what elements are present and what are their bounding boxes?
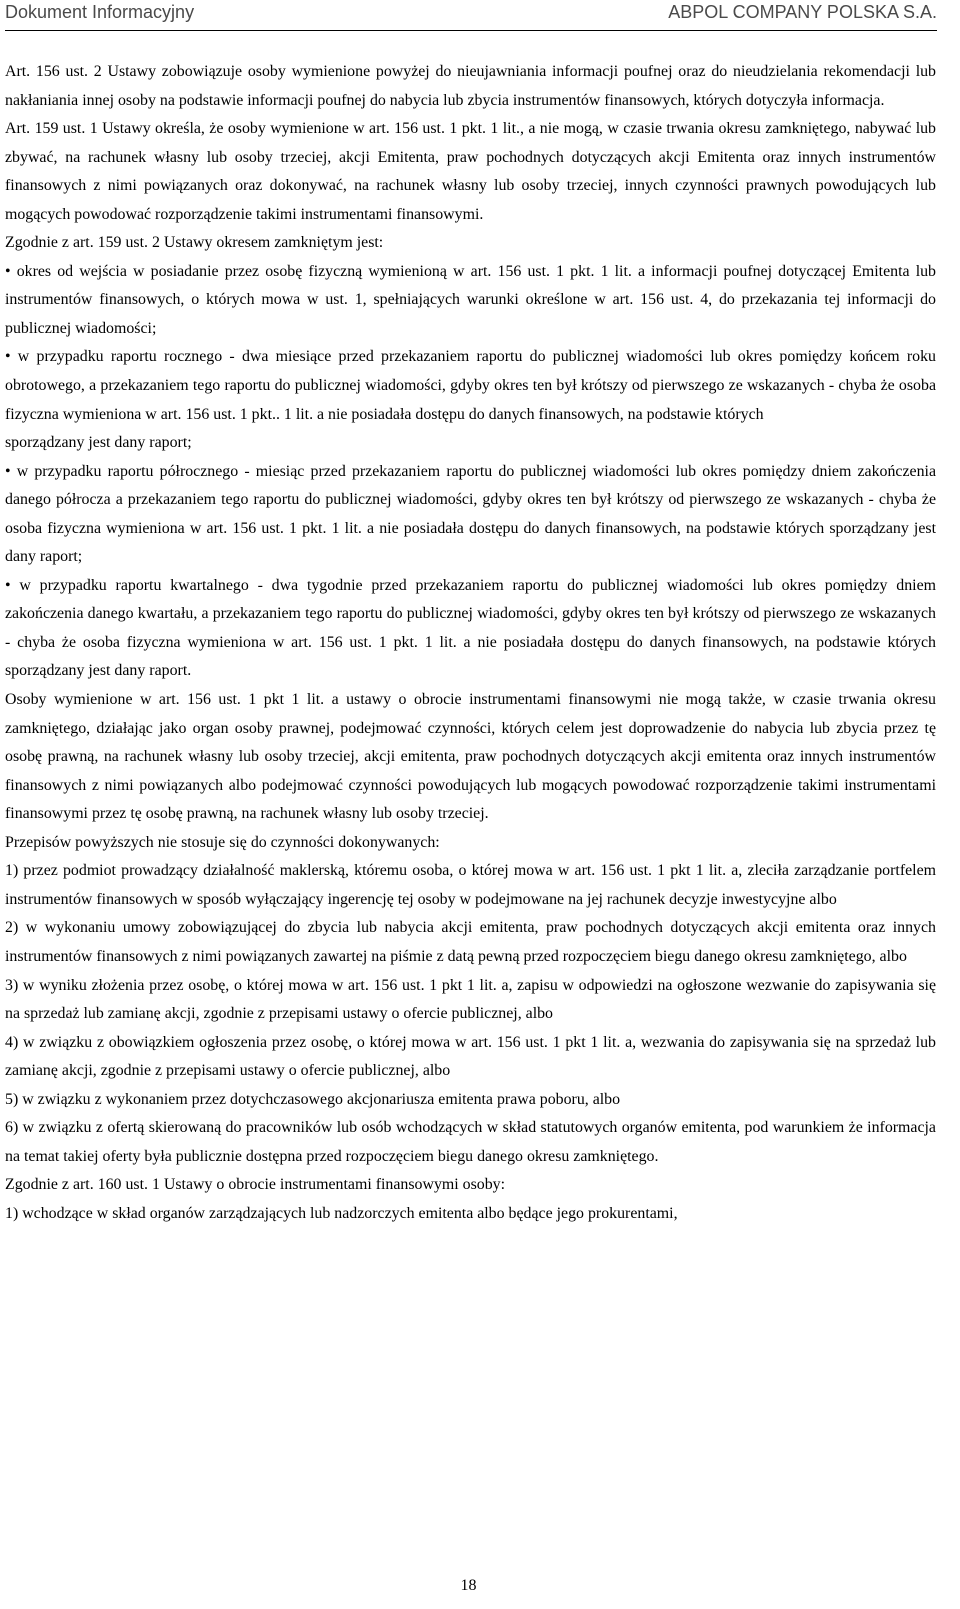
bullet-annual-report-continued: sporządzany jest dany raport; (5, 434, 192, 452)
bullet-quarterly-report: • w przypadku raportu kwartalnego - dwa tygodnie przed przekazaniem raportu do publicznej wiadomości lub okres pomiędzy dniem zakończenia danego kwartału, a przekazaniem tego raportu do publicznej wiadomości, gdyby okres ten był krótszy od pierwszego ze wskazanych - chyba że osoba fizyczna wymieniona w art. 156 ust. 1 pkt. 1 lit. a nie posiadała dostępu do danych finansowych, na podstawie których sporządzany jest dany raport. (5, 576, 936, 680)
bullet-annual-report: • w przypadku raportu rocznego - dwa miesiące przed przekazaniem raportu do publicznej wiadomości lub okres pomiędzy końcem roku obrotowego, a przekazaniem tego raportu do publicznej wiadomości, gdyby okres ten był krótszy od pierwszego ze wskazanych - chyba że osoba fizyczna wymieniona w art. 156 ust. 1 pkt.. 1 lit. a nie posiadała dostępu do danych finansowych, na podstawie których (5, 348, 936, 423)
page-number: 18 (460, 1577, 477, 1594)
art160-item-1: 1) wchodzące w skład organów zarządzających lub nadzorczych emitenta albo będące jego prokurentami, (5, 1204, 678, 1222)
header-company-name: ABPOL COMPANY POLSKA S.A. (668, 2, 937, 22)
document-body (5, 58, 936, 1228)
exemption-item-6: 6) w związku z ofertą skierowaną do pracowników lub osób wchodzących w skład statutowych organów emitenta, pod warunkiem że informacja na temat takiej oferty była publicznie dostępna przed rozpoczęciem biegu danego okresu zamkniętego. (5, 1119, 936, 1165)
paragraph-closed-period-intro: Zgodnie z art. 159 ust. 2 Ustawy okresem zamkniętym jest: (5, 234, 384, 252)
page-header (5, 0, 937, 31)
bullet-semiannual-report: • w przypadku raportu półrocznego - miesiąc przed przekazaniem raportu do publicznej wiadomości lub okres pomiędzy dniem zakończenia danego półrocza a przekazaniem tego raportu do publicznej wiadomości, gdyby okres ten był krótszy od pierwszego ze wskazanych - chyba że osoba fizyczna wymieniona w art. 156 ust. 1 pkt. 1 lit. a nie posiadała dostępu do danych finansowych, na podstawie których sporządzany jest dany raport; (5, 462, 936, 566)
exemption-item-4: 4) w związku z obowiązkiem ogłoszenia przez osobę, o której mowa w art. 156 ust. 1 pkt 1 lit. a, wezwania do zapisywania się na sprzedaż lub zamianę akcji, zgodnie z przepisami ustawy o ofercie publicznej, albo (5, 1033, 936, 1080)
exemption-item-1: 1) przez podmiot prowadzący działalność maklerską, któremu osoba, o której mowa w art. 156 ust. 1 pkt 1 lit. a, zleciła zarządzanie portfelem instrumentów finansowych w sposób wyłączający ingerencję tej osoby w podejmowane na jej rachunek decyzje inwestycyjne albo (5, 862, 936, 908)
exemption-item-3: 3) w wyniku złożenia przez osobę, o której mowa w art. 156 ust. 1 pkt 1 lit. a, zapisu w odpowiedzi na ogłoszone wezwanie do zapisywania się na sprzedaż lub zamianę akcji, zgodnie z przepisami ustawy o ofercie publicznej, albo (5, 976, 936, 1023)
paragraph-legal-entity-restriction: Osoby wymienione w art. 156 ust. 1 pkt 1 lit. a ustawy o obrocie instrumentami finansowymi nie mogą także, w czasie trwania okresu zamkniętego, działając jako organ osoby prawnej, podejmować czynności, których celem jest doprowadzenie do nabycia lub zbycia przez tę osobę prawną, na rachunek własny lub osoby trzeciej, akcji emitenta, praw pochodnych dotyczących akcji emitenta oraz innych instrumentów finansowych z nimi powiązanych albo podejmować czynności powodujących lub mogących powodować rozporządzenie takimi instrumentami finansowymi przez tę osobę prawną, na rachunek własny lub osoby trzeciej. (5, 691, 936, 823)
paragraph-art156-ust2: Art. 156 ust. 2 Ustawy zobowiązuje osoby wymienione powyżej do nieujawniania informacji poufnej oraz do nieudzielania rekomendacji lub nakłaniania innej osoby na podstawie informacji poufnej do nabycia lub zbycia instrumentów finansowych, których dotyczyła informacja. (5, 63, 936, 109)
header-document-title: Dokument Informacyjny (5, 2, 195, 22)
paragraph-exemptions-intro: Przepisów powyższych nie stosuje się do czynności dokonywanych: (5, 833, 440, 851)
paragraph-art160-intro: Zgodnie z art. 160 ust. 1 Ustawy o obrocie instrumentami finansowymi osoby: (5, 1176, 506, 1194)
exemption-item-5: 5) w związku z wykonaniem przez dotychczasowego akcjonariusza emitenta prawa poboru, albo (5, 1090, 621, 1108)
bullet-inside-information: • okres od wejścia w posiadanie przez osobę fizyczną wymienioną w art. 156 ust. 1 pkt. 1 lit. a informacji poufnej dotyczącej Emitenta lub instrumentów finansowych, o których mowa w ust. 1, spełniających warunki określone w art. 156 ust. 4, do przekazania tej informacji do publicznej wiadomości; (5, 262, 936, 337)
exemption-item-2: 2) w wykonaniu umowy zobowiązującej do zbycia lub nabycia akcji emitenta, praw pochodnych dotyczących akcji emitenta oraz innych instrumentów finansowych z nimi powiązanych zawartej na piśmie z datą pewną przed rozpoczęciem biegu danego okresu zamkniętego, albo (5, 919, 936, 965)
paragraph-art159-ust1: Art. 159 ust. 1 Ustawy określa, że osoby wymienione w art. 156 ust. 1 pkt. 1 lit., a nie mogą, w czasie trwania okresu zamkniętego, nabywać lub zbywać, na rachunek własny lub osoby trzeciej, akcji Emitenta, praw pochodnych dotyczących akcji Emitenta oraz innych instrumentów finansowych z nimi powiązanych oraz dokonywać, na rachunek własny lub osoby trzeciej, innych czynności prawnych powodujących lub mogących powodować rozporządzenie takimi instrumentami finansowymi. (5, 120, 936, 223)
